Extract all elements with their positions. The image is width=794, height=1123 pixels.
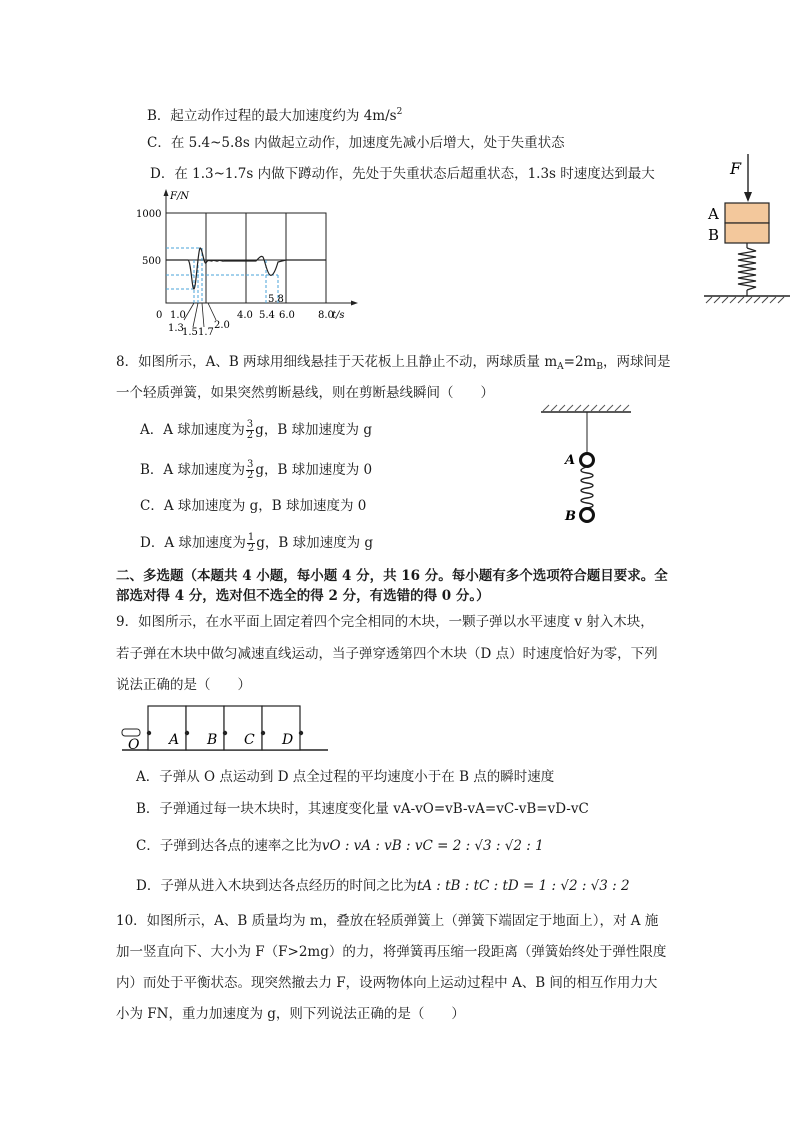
- q10-fig-label-b: B: [708, 226, 720, 244]
- q9-option-a: A．子弹从 O 点运动到 D 点全过程的平均速度小于在 B 点的瞬时速度: [136, 769, 555, 785]
- q7-option-c: C．在 5.4~5.8s 内做起立动作，加速度先减小后增大，处于失重状态: [147, 135, 565, 151]
- q8-stem-line2: 一个轻质弹簧，如果突然剪断悬线，则在剪断悬线瞬间（ ）: [116, 385, 494, 401]
- q8-option-c: C．A 球加速度为 g，B 球加速度为 0: [140, 498, 367, 514]
- graph-xlabel: t/s: [332, 310, 345, 321]
- q9-fig-label-a: A: [169, 732, 180, 748]
- q9-option-b: B．子弹通过每一块木块时，其速度变化量 vA-vO=vB-vA=vC-vB=vD-vC: [136, 801, 589, 817]
- q8-option-a: A．A 球加速度为 $\frac{3}{2}$ g，B 球加速度为 g: [140, 419, 372, 441]
- q10-stem-line4: 小为 FN，重力加速度为 g，则下列说法正确的是（ ）: [116, 1006, 465, 1022]
- x-tick-6.0: 6.0: [279, 310, 295, 321]
- x-tick-1.0: 1.0: [170, 310, 186, 321]
- y-tick-0: 0: [156, 310, 163, 321]
- q9-fig-label-c: C: [244, 732, 255, 748]
- q9-option-c: C．子弹到达各点的速率之比为vO : vA : vB : vC = 2 : √3 : √2 : 1: [136, 838, 544, 854]
- q9-fig-label-o: O: [128, 737, 140, 753]
- q9-option-d: D．子弹从进入木块到达各点经历的时间之比为tA : tB : tC : tD = 1 : √2 : √3 : 2: [136, 878, 630, 894]
- q10-fig-label-a: A: [708, 205, 719, 223]
- force-time-graph: [128, 185, 368, 335]
- y-tick-1000: 1000: [136, 209, 162, 220]
- q7-option-b: B．起立动作过程的最大加速度约为 $4m/s^2$: [147, 107, 403, 124]
- q9-blocks-figure: [118, 700, 333, 758]
- x-tick-1.5: 1.5: [182, 327, 198, 335]
- q8-option-b: B．A 球加速度为 $\frac{3}{2}$ g，B 球加速度为 0: [140, 459, 373, 481]
- section2-title-line2: 部选对得 4 分，选对但不选全的得 2 分，有选错的得 0 分。）: [116, 588, 490, 604]
- q8-spring-figure: [535, 400, 645, 530]
- x-tick-1.7: 1.7: [198, 327, 214, 335]
- q7-option-d: D．在 1.3~1.7s 内做下蹲动作，先处于失重状态后超重状态，1.3s 时速度达到最大: [150, 166, 655, 182]
- q9-fig-label-b: B: [207, 732, 218, 748]
- q8-fig-label-a: A: [565, 453, 576, 468]
- x-tick-5.4: 5.4: [259, 310, 275, 321]
- x-tick-5.8: 5.8: [268, 294, 284, 305]
- x-tick-2.0: 2.0: [214, 320, 230, 331]
- x-tick-4.0: 4.0: [237, 310, 253, 321]
- q10-fig-label-f: F: [730, 159, 742, 178]
- q10-stem-line3: 内）而处于平衡状态。现突然撤去力 F，设两物体向上运动过程中 A、B 间的相互作用力大: [116, 975, 658, 991]
- q8-fig-label-b: B: [565, 509, 576, 524]
- x-tick-1.3: 1.3: [168, 323, 184, 334]
- q9-stem-line1: 9．如图所示，在水平面上固定着四个完全相同的木块，一颗子弹以水平速度 v 射入木块，: [116, 614, 654, 630]
- q9-stem-line3: 说法正确的是（ ）: [116, 677, 251, 693]
- y-tick-500: 500: [142, 256, 162, 267]
- q10-spring-figure: [700, 150, 794, 310]
- q9-fig-label-d: D: [282, 732, 294, 748]
- q8-stem-line1: 8．如图所示，A、B 两球用细线悬挂于天花板上且静止不动，两球质量 $m_A=2m_B$，两球间是: [116, 354, 671, 372]
- q10-stem-line2: 加一竖直向下、大小为 F（F>2mg）的力，将弹簧再压缩一段距离（弹簧始终处于弹性限度: [116, 944, 667, 960]
- q9-stem-line2: 若子弹在木块中做匀减速直线运动，当子弹穿透第四个木块（D 点）时速度恰好为零，下列: [116, 646, 658, 662]
- graph-ylabel: F/N: [170, 191, 190, 202]
- section2-title-line1: 二、多选题（本题共 4 小题，每小题 4 分，共 16 分。每小题有多个选项符合题目要求。全: [116, 568, 668, 584]
- x-tick-8.0: 8.0: [318, 310, 334, 321]
- q8-option-d: D．A 球加速度为 $\frac{1}{2}$ g，B 球加速度为 g: [140, 532, 374, 554]
- q10-stem-line1: 10．如图所示，A、B 质量均为 m，叠放在轻质弹簧上（弹簧下端固定于地面上），对 A 施: [116, 913, 659, 929]
